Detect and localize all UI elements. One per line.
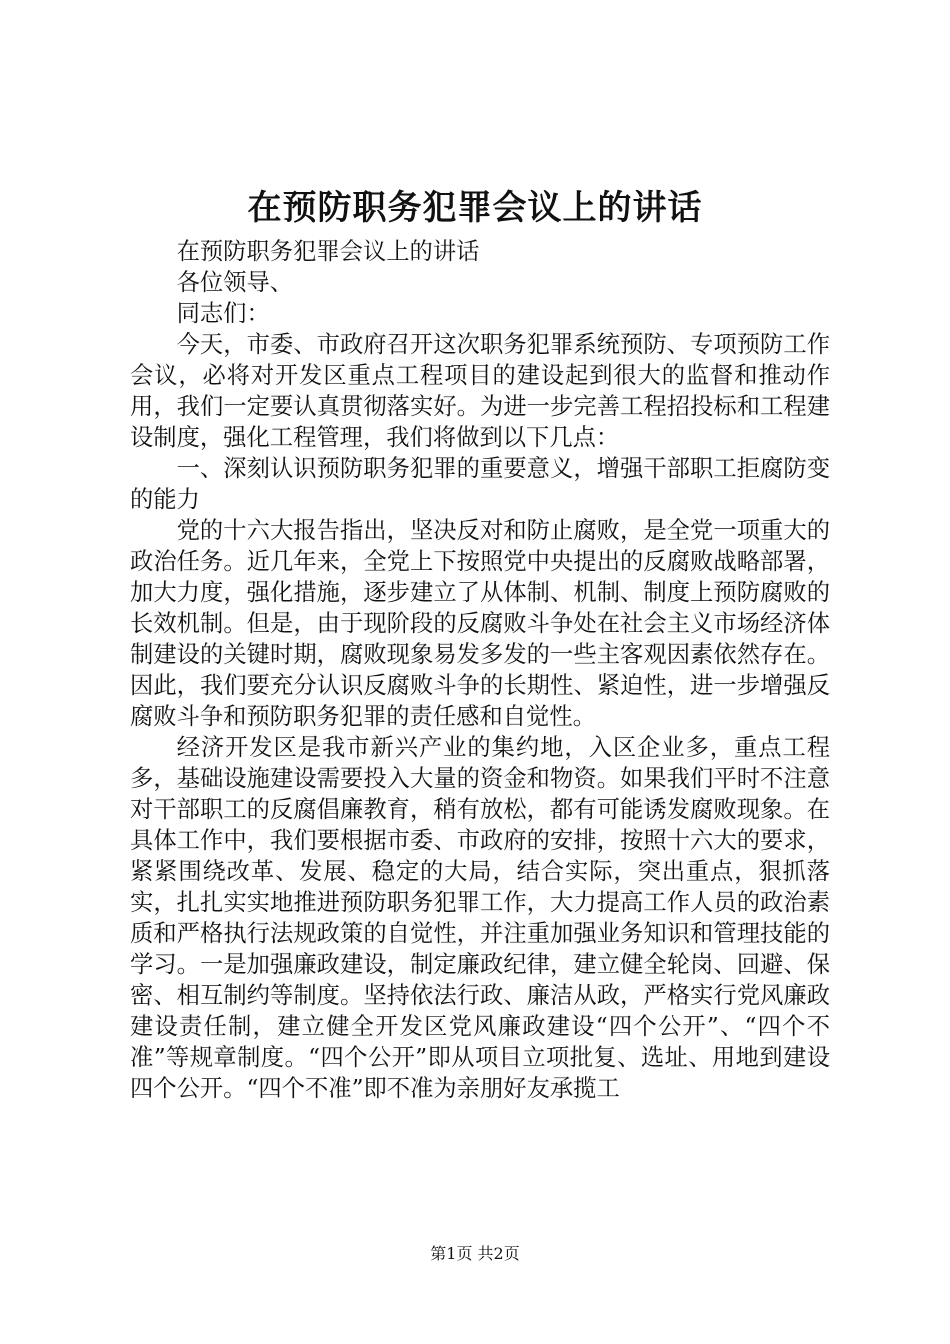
paragraph-body-2: 经济开发区是我市新兴产业的集约地，入区企业多，重点工程多，基础设施建设需要投入大量的资金和物资。如果我们平时不注意对干部职工的反腐倡廉教育，稍有放松，都有可能诱发腐败现象。在具体工作中，我们要根据市委、市政府的安排，按照十六大的要求，紧紧围绕改革、发展、稳定的大局，结合实际，突出重点，狠抓落实，扎扎实实地推进预防职务犯罪工作，大力提高工作人员的政治素质和严格执行法规政策的自觉性，并注重加强业务知识和管理技能的学习。一是加强廉政建设，制定廉政纪律，建立健全轮岗、回避、保密、相互制约等制度。坚持依法行政、廉洁从政，严格实行党风廉政建设责任制，建立健全开发区党风廉政建设“四个公开”、“四个不准”等规章制度。“四个公开”即从项目立项批复、选址、用地到建设四个公开。“四个不准”即不准为亲朋好友承揽工 <box>130 734 830 1102</box>
document-body <box>130 236 830 1104</box>
paragraph-salutation-leaders: 各位领导、 <box>176 269 294 296</box>
paragraph-section-heading-1: 一、深刻认识预防职务犯罪的重要意义，增强干部职工拒腐防变的能力 <box>130 455 830 513</box>
document-title: 在预防职务犯罪会议上的讲话 <box>247 188 703 228</box>
paragraph-body-1: 党的十六大报告指出，坚决反对和防止腐败，是全党一项重大的政治任务。近几年来，全党上下按照党中央提出的反腐败战略部署，加大力度，强化措施，逐步建立了从体制、机制、制度上预防腐败的长效机制。但是，由于现阶段的反腐败斗争处在社会主义市场经济体制建设的关键时期，腐败现象易发多发的一些主客观因素依然存在。因此，我们要充分认识反腐败斗争的长期性、紧迫性，进一步增强反腐败斗争和预防职务犯罪的责任感和自觉性。 <box>130 517 830 730</box>
page-footer: 第1页 共2页 <box>430 1244 520 1263</box>
paragraph-intro: 今天，市委、市政府召开这次职务犯罪系统预防、专项预防工作会议，必将对开发区重点工程项目的建设起到很大的监督和推动作用，我们一定要认真贯彻落实好。为进一步完善工程招投标和工程建设制度，强化工程管理，我们将做到以下几点： <box>130 331 830 451</box>
paragraph-salutation-comrades: 同志们： <box>176 300 270 327</box>
paragraph-subtitle: 在预防职务犯罪会议上的讲话 <box>176 238 480 265</box>
